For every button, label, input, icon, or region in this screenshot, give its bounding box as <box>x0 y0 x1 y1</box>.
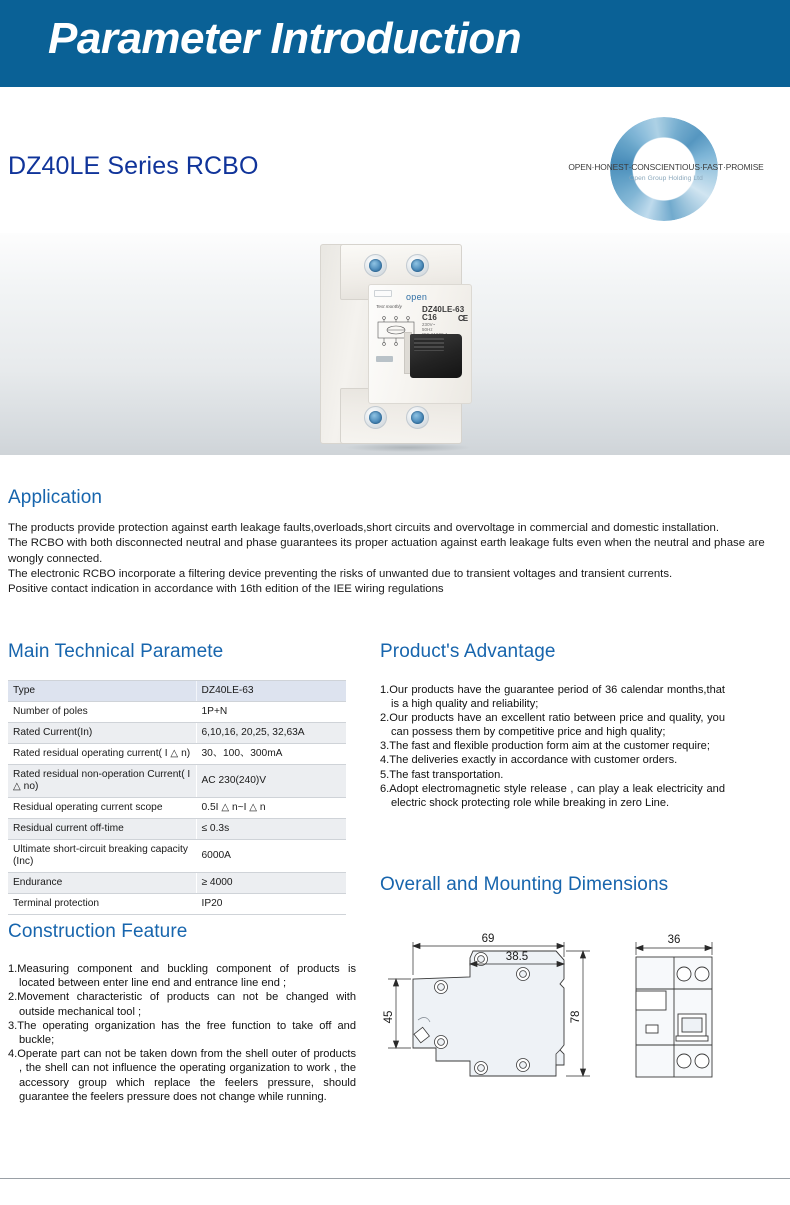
table-cell-parameter: Residual current off-time <box>8 819 196 840</box>
dimension-label-78: 78 <box>570 1010 582 1024</box>
list-item-number: 3. <box>380 740 390 753</box>
list-item-text: Adopt electromagnetic style release , can play a leak electricity and electric shock protecting role while breaking in zero Line. <box>389 782 725 809</box>
list-item-number: 4. <box>8 1048 18 1061</box>
list-item <box>380 753 725 767</box>
table-cell-parameter: Endurance <box>8 873 196 894</box>
dimension-drawings <box>378 902 778 1137</box>
dimension-label-36: 36 <box>667 934 681 946</box>
list-item-number: 1. <box>8 963 18 975</box>
list-item-text: Our products have the guarantee period of 36 calendar months,that is a high quality and reliability; <box>389 684 725 711</box>
table-cell-value: 1P+N <box>196 702 346 723</box>
breaker-brand-label: open <box>406 292 428 302</box>
list-item-number: 4. <box>380 754 390 767</box>
application-line: The electronic RCBO incorporate a filtering device preventing the risks of unwanted due to transient voltages and transient currents. <box>8 567 673 580</box>
company-logo <box>568 115 764 223</box>
table-cell-parameter: Rated residual operating current( I △ n) <box>8 744 196 765</box>
table-cell-parameter: Type <box>8 681 196 702</box>
list-item <box>380 739 725 753</box>
ce-mark-icon: CE <box>458 314 468 323</box>
product-photo-shadow <box>346 443 470 452</box>
table-cell-value: ≤ 0.3s <box>196 819 346 840</box>
terminal-screw-bottom-left <box>364 406 387 429</box>
breaker-curve-label: C16 <box>422 313 437 322</box>
table-cell-value: IP20 <box>196 894 346 915</box>
list-item-number: 6. <box>380 782 390 795</box>
section-heading-advantage: Product's Advantage <box>380 641 556 662</box>
list-item <box>380 711 725 739</box>
table-cell-parameter: Ultimate short-circuit breaking capacity (Inc) <box>8 840 196 873</box>
list-item <box>8 990 356 1018</box>
breaker-frequency-label: 50Hz <box>422 327 433 333</box>
table-row <box>8 819 346 840</box>
list-item-text: The fast transportation. <box>389 768 504 781</box>
dimension-label-69: 69 <box>481 933 495 945</box>
list-item-text: The operating organization has the free function to take off and buckle; <box>17 1019 356 1047</box>
list-item <box>380 768 725 782</box>
list-item-number: 2. <box>380 712 390 725</box>
logo-company-name: Open Group Holding Ltd <box>629 175 703 182</box>
section-heading-technical: Main Technical Paramete <box>8 641 224 662</box>
list-item-text: Our products have an excellent ratio between price and quality, you can possess them by competitive price and high quality; <box>389 712 725 739</box>
section-heading-construction: Construction Feature <box>8 921 188 942</box>
table-row <box>8 702 346 723</box>
table-cell-value: 6000A <box>196 840 346 873</box>
table-cell-value: 0.5I △ n~I △ n <box>196 798 346 819</box>
advantage-list <box>380 683 725 810</box>
table-cell-value: DZ40LE-63 <box>196 681 346 702</box>
table-row <box>8 723 346 744</box>
product-photo-rcbo <box>318 238 478 450</box>
list-item-number: 5. <box>380 768 390 781</box>
table-cell-value: 30、100、300mA <box>196 744 346 765</box>
table-cell-value: AC 230(240)V <box>196 765 346 798</box>
list-item-text: Measuring component and buckling component of products is located between enter line end and entrance line end ; <box>17 963 356 990</box>
breaker-test-text: Test monthly <box>376 304 402 309</box>
breaker-test-button <box>376 356 393 362</box>
list-item <box>380 782 725 810</box>
list-item-text: Movement characteristic of products can not be changed with outside mechanical tool ; <box>17 991 356 1018</box>
application-line: The RCBO with both disconnected neutral and phase guarantees its proper actuation against earth leakage fults even when the neutral and phase are wongly connected. <box>8 537 765 565</box>
list-item <box>380 683 725 711</box>
table-row <box>8 681 346 702</box>
table-row <box>8 894 346 915</box>
table-row <box>8 744 346 765</box>
application-body <box>8 521 768 597</box>
page-title: Parameter Introduction <box>48 14 522 63</box>
list-item-text: Operate part can not be taken down from the shell outer of products , the shell can not influence the operating organization to work , the accessory group which replace the feelers pressure, should guarantee the feelers pressure does not change while running. <box>17 1048 356 1103</box>
construction-list <box>8 962 356 1104</box>
list-item-number: 3. <box>8 1019 18 1032</box>
table-cell-parameter: Number of poles <box>8 702 196 723</box>
section-heading-application: Application <box>8 487 103 508</box>
table-row <box>8 873 346 894</box>
application-line: Positive contact indication in accordance with 16th edition of the IEE wiring regulations <box>8 583 444 596</box>
table-cell-parameter: Residual operating current scope <box>8 798 196 819</box>
list-item-text: The deliveries exactly in accordance with customer orders. <box>389 754 678 767</box>
table-row <box>8 798 346 819</box>
logo-slogan: OPEN·HONEST·CONSCIENTIOUS·FAST·PROMISE <box>568 162 764 172</box>
table-cell-parameter: Rated residual non-operation Current( I △ no) <box>8 765 196 798</box>
breaker-voltage-label: 230V~ <box>422 322 436 327</box>
list-item-number: 2. <box>8 991 18 1004</box>
section-heading-dimensions: Overall and Mounting Dimensions <box>380 874 669 895</box>
terminal-screw-bottom-right <box>406 406 429 429</box>
table-cell-parameter: Terminal protection <box>8 894 196 915</box>
breaker-toggle-switch <box>410 334 462 378</box>
footer-divider <box>0 1178 790 1179</box>
list-item <box>8 962 356 990</box>
dimension-label-38-5: 38.5 <box>505 951 529 963</box>
table-cell-parameter: Rated Current(In) <box>8 723 196 744</box>
breaker-model-number: DZ40LE-63 <box>422 305 465 314</box>
list-item-text: The fast and flexible production form aim at the customer require; <box>389 740 710 753</box>
technical-parameters-table <box>8 680 346 915</box>
table-row <box>8 840 346 873</box>
table-row <box>8 765 346 798</box>
dimension-label-45: 45 <box>383 1010 395 1024</box>
list-item <box>8 1019 356 1047</box>
breaker-indicator-window <box>374 290 392 297</box>
table-cell-value: 6,10,16, 20,25, 32,63A <box>196 723 346 744</box>
list-item-number: 1. <box>380 684 390 696</box>
dimension-drawing-svg <box>378 902 778 1137</box>
terminal-screw-top-right <box>406 254 429 277</box>
table-cell-value: ≥ 4000 <box>196 873 346 894</box>
application-line: The products provide protection against earth leakage faults,overloads,short circuits and overvoltage in commercial and domestic installation. <box>8 522 720 534</box>
terminal-screw-top-left <box>364 254 387 277</box>
product-series-title: DZ40LE Series RCBO <box>8 152 259 180</box>
page-header-banner <box>0 0 790 87</box>
list-item <box>8 1047 356 1104</box>
